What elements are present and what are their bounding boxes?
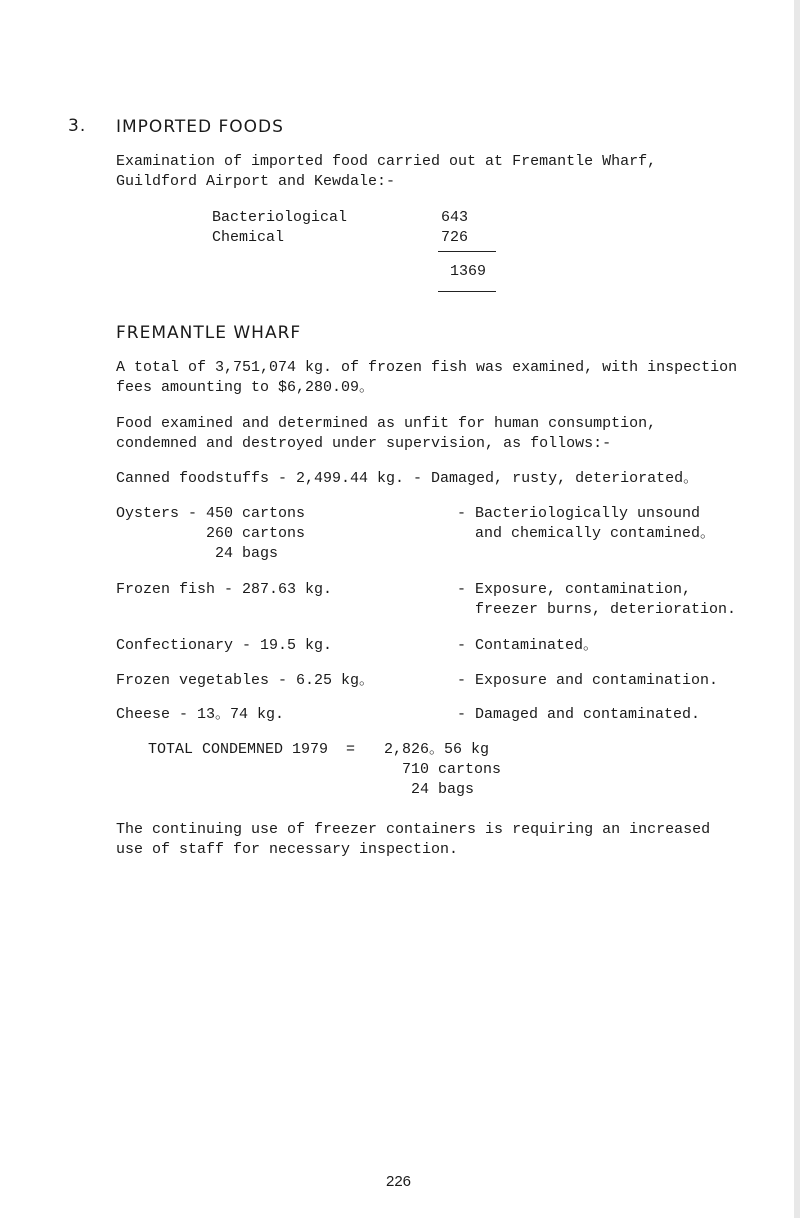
item-canned: Canned foodstuffs - 2,499.44 kg. - Damaged, rusty, deteriorated。 <box>116 470 699 487</box>
item-oysters-right-1: - Bacteriologically unsound <box>457 505 701 522</box>
item-cheese-right: - Damaged and contaminated. <box>457 706 701 723</box>
item-frozen-fish-left: Frozen fish - 287.63 kg. <box>116 581 333 598</box>
item-oysters-left-3: 24 bags <box>116 545 279 562</box>
wharf-para1-line1: A total of 3,751,074 kg. of frozen fish was examined, with inspection <box>116 359 738 376</box>
item-frozen-veg-right: - Exposure and contamination. <box>457 672 719 689</box>
total-condemned-bags: 24 bags <box>384 781 475 798</box>
count-total: 1369 <box>450 263 487 280</box>
wharf-title: FREMANTLE WHARF <box>116 323 302 343</box>
item-confectionary-left: Confectionary - 19.5 kg. <box>116 637 333 654</box>
item-confectionary-right: - Contaminated。 <box>457 637 599 654</box>
closing-line-2: use of staff for necessary inspection. <box>116 841 459 858</box>
item-oysters-left-1: Oysters - 450 cartons <box>116 505 306 522</box>
intro-line-2: Guildford Airport and Kewdale:- <box>116 173 396 190</box>
wharf-para1-line2: fees amounting to $6,280.09。 <box>116 379 375 396</box>
page-number: 226 <box>386 1173 412 1190</box>
section-number: 3. <box>68 116 87 136</box>
total-rule-top <box>438 251 496 252</box>
wharf-para2-line2: condemned and destroyed under supervision, as follows:- <box>116 435 612 452</box>
count-label-chemical: Chemical <box>212 229 285 246</box>
closing-line-1: The continuing use of freezer containers is requiring an increased <box>116 821 711 838</box>
wharf-para2-line1: Food examined and determined as unfit for human consumption, <box>116 415 657 432</box>
item-frozen-fish-right-1: - Exposure, contamination, <box>457 581 692 598</box>
section-title: IMPORTED FOODS <box>116 117 284 137</box>
total-condemned-cartons: 710 cartons <box>384 761 502 778</box>
count-value-chemical: 726 <box>441 229 469 246</box>
count-label-bacteriological: Bacteriological <box>212 209 348 226</box>
count-value-bacteriological: 643 <box>441 209 469 226</box>
total-condemned-kg: 2,826。56 kg <box>384 741 490 758</box>
item-oysters-left-2: 260 cartons <box>116 525 306 542</box>
item-frozen-fish-right-2: freezer burns, deterioration. <box>457 601 737 618</box>
item-frozen-veg-left: Frozen vegetables - 6.25 kg。 <box>116 672 375 689</box>
total-condemned-label: TOTAL CONDEMNED 1979 = <box>148 741 356 758</box>
item-cheese-left: Cheese - 13。74 kg. <box>116 706 285 723</box>
intro-line-1: Examination of imported food carried out at Fremantle Wharf, <box>116 153 657 170</box>
page-edge <box>794 0 800 1218</box>
item-oysters-right-2: and chemically contamined。 <box>457 525 716 542</box>
total-rule-bottom <box>438 291 496 292</box>
